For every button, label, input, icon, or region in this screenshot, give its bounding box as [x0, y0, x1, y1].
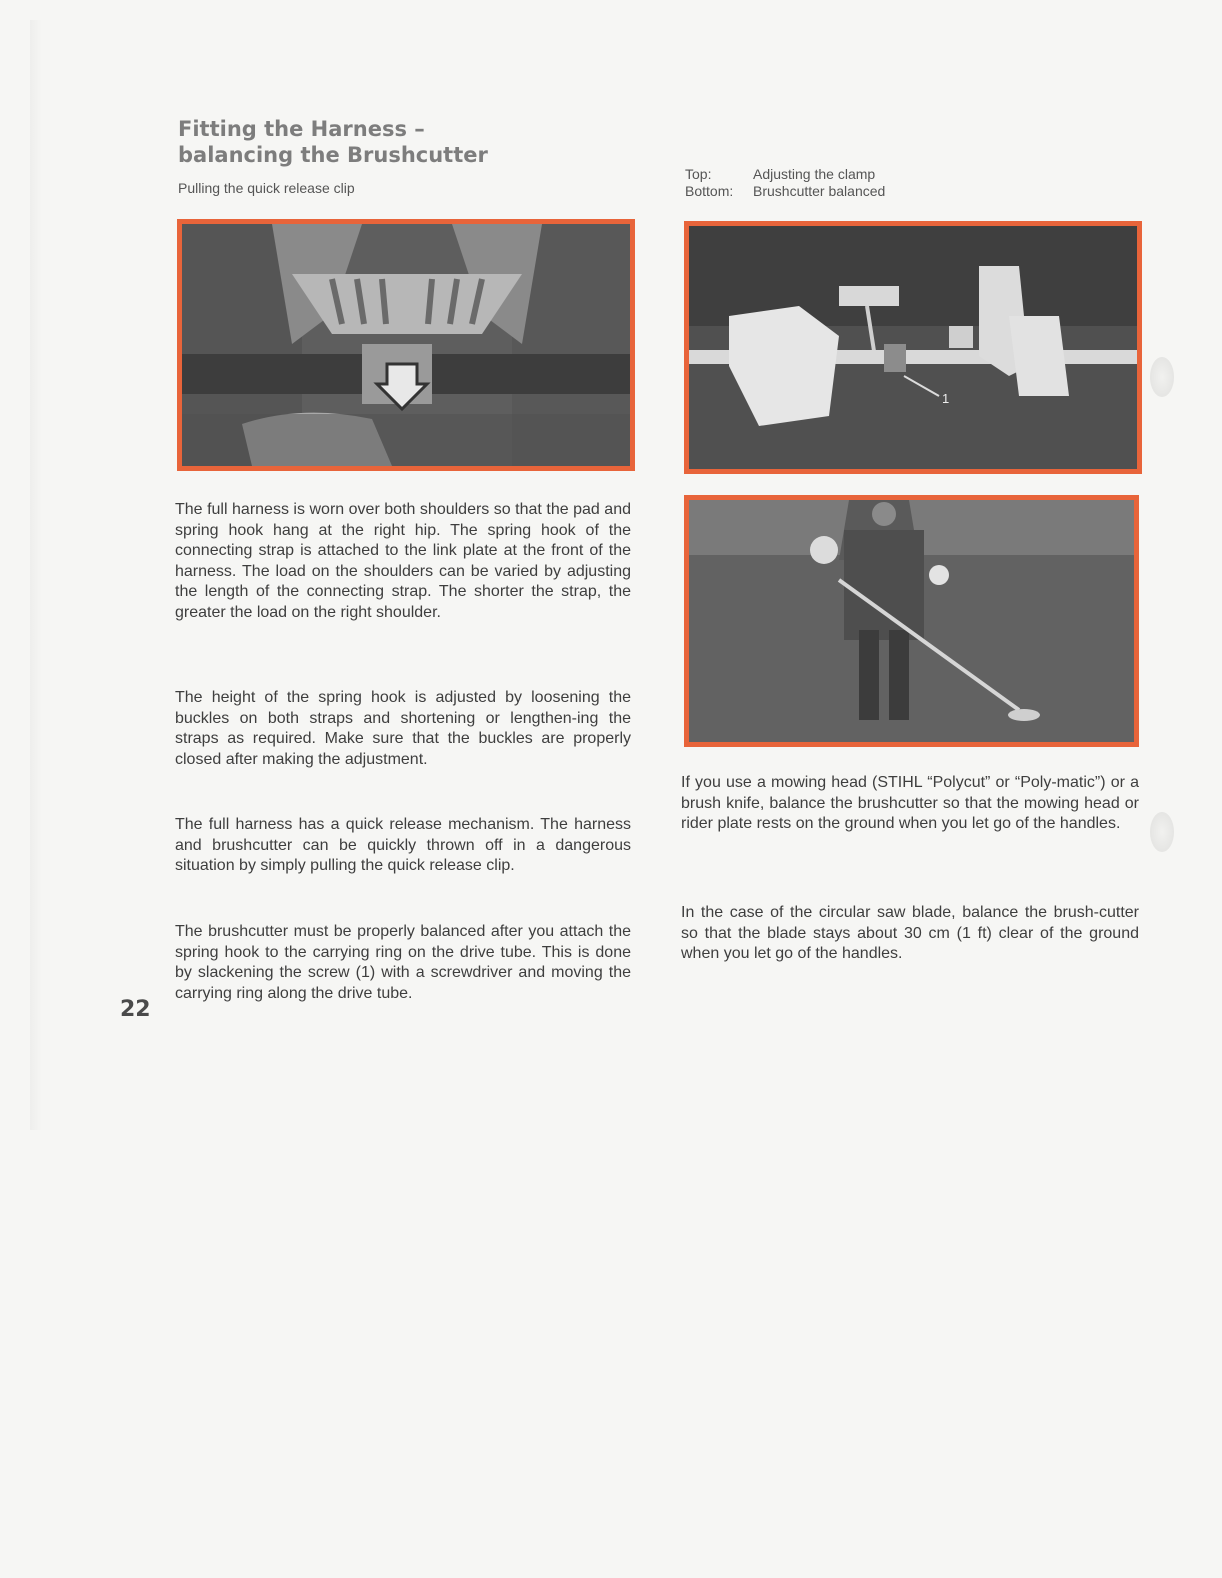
photo-quick-release-clip	[177, 219, 635, 471]
caption-top-value: Adjusting the clamp	[753, 166, 876, 182]
left-paragraph-1	[175, 500, 631, 624]
page-edge-shadow	[30, 20, 42, 1130]
binder-hole-bottom	[1150, 812, 1174, 852]
page-number: 22	[120, 997, 151, 1022]
right-paragraph-2	[681, 903, 1139, 965]
left-paragraph-2	[175, 688, 631, 770]
caption-bottom-value: Brushcutter balanced	[753, 183, 886, 199]
right-paragraph-1	[681, 773, 1139, 835]
paragraph-circular-saw: In the case of the circular saw blade, balance the brush-cutter so that the blade stays about 30 cm (1 ft) clear of the ground when you let go of the handles.	[681, 904, 1139, 963]
brushcutter-balanced-illustration	[689, 500, 1134, 742]
clamp-adjustment-illustration	[689, 226, 1137, 469]
caption-top-key: Top:	[685, 166, 712, 182]
photo-adjusting-clamp	[684, 221, 1142, 474]
paragraph-spring-hook-height: The height of the spring hook is adjusted by loosening the buckles on both straps and shortening or lengthen-ing the straps as required. Make sure that the buckles are properly closed after making the adjustment.	[175, 689, 631, 768]
paragraph-quick-release: The full harness has a quick release mechanism. The harness and brushcutter can be quickly thrown off in a dangerous situation by simply pulling the quick release clip.	[175, 816, 631, 875]
left-paragraph-4	[175, 922, 631, 1004]
binder-hole-top	[1150, 357, 1174, 397]
photo-brushcutter-balanced	[684, 495, 1139, 747]
paragraph-harness-worn: The full harness is worn over both shoulders so that the pad and spring hook hang at the right hip. The spring hook of the connecting strap is attached to the link plate at the front of the harness. The load on the shoulders can be varied by adjusting the length of the connecting strap. The shorter the strap, the greater the load on the right shoulder.	[175, 501, 631, 621]
figure-right-caption	[685, 166, 885, 200]
title-line-2: balancing the Brushcutter	[178, 143, 488, 167]
callout-number: 1	[942, 391, 950, 406]
paragraph-balancing: The brushcutter must be properly balanced after you attach the spring hook to the carrying ring on the drive tube. This is done by slackening the screw (1) with a screwdriver and moving the carrying ring along the drive tube.	[175, 923, 631, 1002]
caption-bottom-key: Bottom:	[685, 183, 734, 199]
paragraph-mowing-head: If you use a mowing head (STIHL “Polycut” or “Poly-matic”) or a brush knife, balance the brushcutter so that the mowing head or rider plate rests on the ground when you let go of the handles.	[681, 774, 1139, 833]
harness-clip-illustration	[182, 224, 630, 466]
figure-left-caption: Pulling the quick release clip	[178, 180, 355, 196]
page-title	[178, 116, 638, 168]
left-paragraph-3	[175, 815, 631, 877]
title-line-1: Fitting the Harness –	[178, 117, 425, 141]
